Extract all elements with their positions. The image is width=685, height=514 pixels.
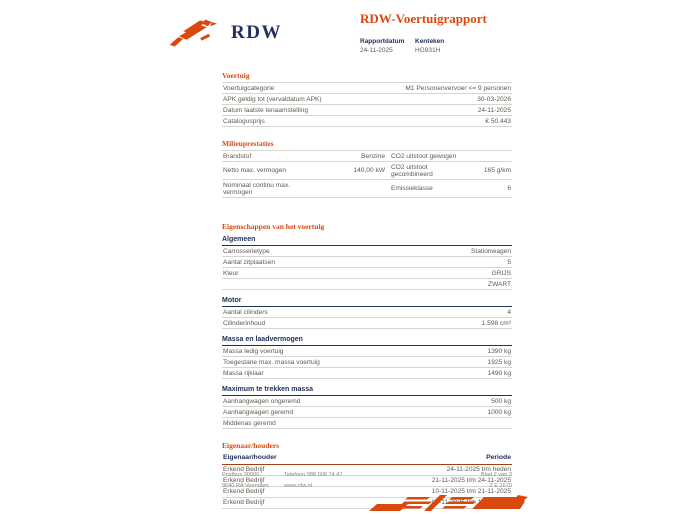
field-label: Catalogusprijs <box>223 117 265 125</box>
field-value: M1 Personenvervoer <= 9 personen <box>405 84 511 92</box>
report-date-label: Rapportdatum <box>360 38 405 45</box>
field-value: 1925 kg <box>487 358 511 366</box>
footer-address <box>222 470 284 492</box>
owner-column-header: Eigenaar/houder <box>223 454 277 461</box>
section-title: Milieuprestaties <box>222 139 274 148</box>
subsection-trekken-massa <box>222 386 512 429</box>
footer-address-line2: 9640 RA Veendam <box>222 483 269 489</box>
field-row <box>222 162 512 180</box>
field-row <box>222 257 512 268</box>
footer-phone: Telefoon 088 008 74 47 <box>284 472 343 478</box>
field-label: Aantal cilinders <box>223 308 268 316</box>
field-row <box>222 268 512 279</box>
field-row <box>222 396 512 407</box>
field-row <box>222 318 512 329</box>
section-milieuprestaties <box>222 139 512 198</box>
field-value: 1390 kg <box>487 347 511 355</box>
field-row <box>222 94 512 105</box>
field-row <box>222 83 512 94</box>
owner-cell: Erkend Bedrijf <box>223 466 265 473</box>
field-label: Middenas geremd <box>223 419 276 427</box>
field-row <box>222 116 512 127</box>
field-row <box>222 346 512 357</box>
subsection-title: Massa en laadvermogen <box>222 336 512 346</box>
period-cell: 21-11-2025 t/m 24-11-2025 <box>431 477 511 484</box>
subsection-motor <box>222 297 512 329</box>
section-title: Eigenaar/houders <box>222 441 280 450</box>
subsection-title: Algemeen <box>222 236 512 246</box>
field-label: Massa rijklaar <box>223 369 264 377</box>
section-title: Eigenschappen van het voertuig <box>222 222 325 231</box>
field-value: 500 kg <box>491 397 511 405</box>
field-row <box>222 279 512 290</box>
section-eigenschappen <box>222 222 512 429</box>
subsection-title: Motor <box>222 297 512 307</box>
page-footer <box>222 470 512 492</box>
footer-contact <box>284 470 394 492</box>
field-label: Brandstof <box>223 152 252 160</box>
field-value: 1490 kg <box>487 369 511 377</box>
field-label: Datum laatste tenaamstelling <box>223 106 309 114</box>
rdw-wordmark: RDW <box>231 22 282 43</box>
decorative-stripes <box>368 494 530 513</box>
field-value: 140,00 kW <box>353 167 385 174</box>
field-row <box>222 407 512 418</box>
field-row <box>222 307 512 318</box>
form-code: 2 E 1670 <box>489 483 512 489</box>
field-label: Aanhangwagen geremd <box>223 408 294 416</box>
period-cell: 24-11-2025 t/m heden <box>446 466 511 473</box>
subsection-massa <box>222 336 512 379</box>
owner-cell: Erkend Bedrijf <box>223 499 265 506</box>
report-header <box>360 11 520 54</box>
page-indicator: Blad 2 van 3 <box>480 472 512 478</box>
field-value: 1.598 cm³ <box>481 319 511 327</box>
field-value: 6 <box>507 185 511 192</box>
field-value: GRIJS <box>491 269 511 277</box>
field-label: Emissieklasse <box>391 185 433 192</box>
field-label: Massa ledig voertuig <box>223 347 284 355</box>
section-voertuig <box>222 71 512 127</box>
rdw-bird-icon <box>168 14 222 52</box>
subsection-title: Maximum te trekken massa <box>222 386 512 396</box>
field-value: 30-03-2026 <box>477 95 511 103</box>
field-row <box>222 180 512 198</box>
field-label: Carrosserietype <box>223 247 270 255</box>
field-row <box>222 368 512 379</box>
footer-website: www.rdw.nl <box>284 483 312 489</box>
period-cell: 10-11-2025 t/m 21-11-2025 <box>431 488 511 495</box>
field-label: CO2 uitstoot gecombineerd <box>391 163 433 178</box>
report-body <box>222 71 512 514</box>
report-title: RDW-Voertuigrapport <box>360 11 487 26</box>
field-row <box>222 105 512 116</box>
section-title: Voertuig <box>222 71 250 80</box>
owner-cell: Erkend Bedrijf <box>223 488 265 495</box>
field-row <box>222 246 512 257</box>
field-label: Aantal zitplaatsen <box>223 258 276 266</box>
field-label: APK geldig tot (vervaldatum APK) <box>223 95 322 103</box>
subsection-algemeen <box>222 236 512 290</box>
field-value: € 50.443 <box>485 117 511 125</box>
field-value: 24-11-2025 <box>477 106 511 114</box>
field-row <box>222 418 512 429</box>
field-label: CO2 uitstoot gewogen <box>391 152 457 160</box>
rdw-logo <box>168 14 282 52</box>
field-row <box>222 151 512 162</box>
plate-block <box>415 38 444 54</box>
field-label: Aanhangwagen ongeremd <box>223 397 301 405</box>
field-value: ZWART <box>487 280 511 288</box>
field-row <box>222 357 512 368</box>
field-value: 5 <box>507 258 511 266</box>
field-label: Cilinderinhoud <box>223 319 266 327</box>
field-value: Benzine <box>361 152 385 160</box>
field-value: 1000 kg <box>487 408 511 416</box>
footer-address-line1: Postbus 30000 <box>222 472 260 478</box>
plate-value: HG931H <box>415 47 441 54</box>
owner-cell: Erkend Bedrijf <box>223 477 265 484</box>
field-label: Kleur <box>223 269 239 277</box>
field-label: Toegestane max. massa voertuig <box>223 358 320 366</box>
plate-label: Kenteken <box>415 38 445 45</box>
field-label: Voertuigcategorie <box>223 84 275 92</box>
period-column-header: Periode <box>486 454 511 461</box>
field-value: 165 g/km <box>483 167 511 174</box>
field-label: Nominaal continu max. vermogen <box>223 181 291 196</box>
field-label: Netto max. vermogen <box>223 167 287 174</box>
field-value: 4 <box>507 308 511 316</box>
owner-table-header <box>222 452 512 465</box>
field-value: Stationwagen <box>471 247 511 255</box>
report-date-block <box>360 38 415 54</box>
footer-page-info <box>394 470 512 492</box>
report-date-value: 24-11-2025 <box>360 47 393 54</box>
